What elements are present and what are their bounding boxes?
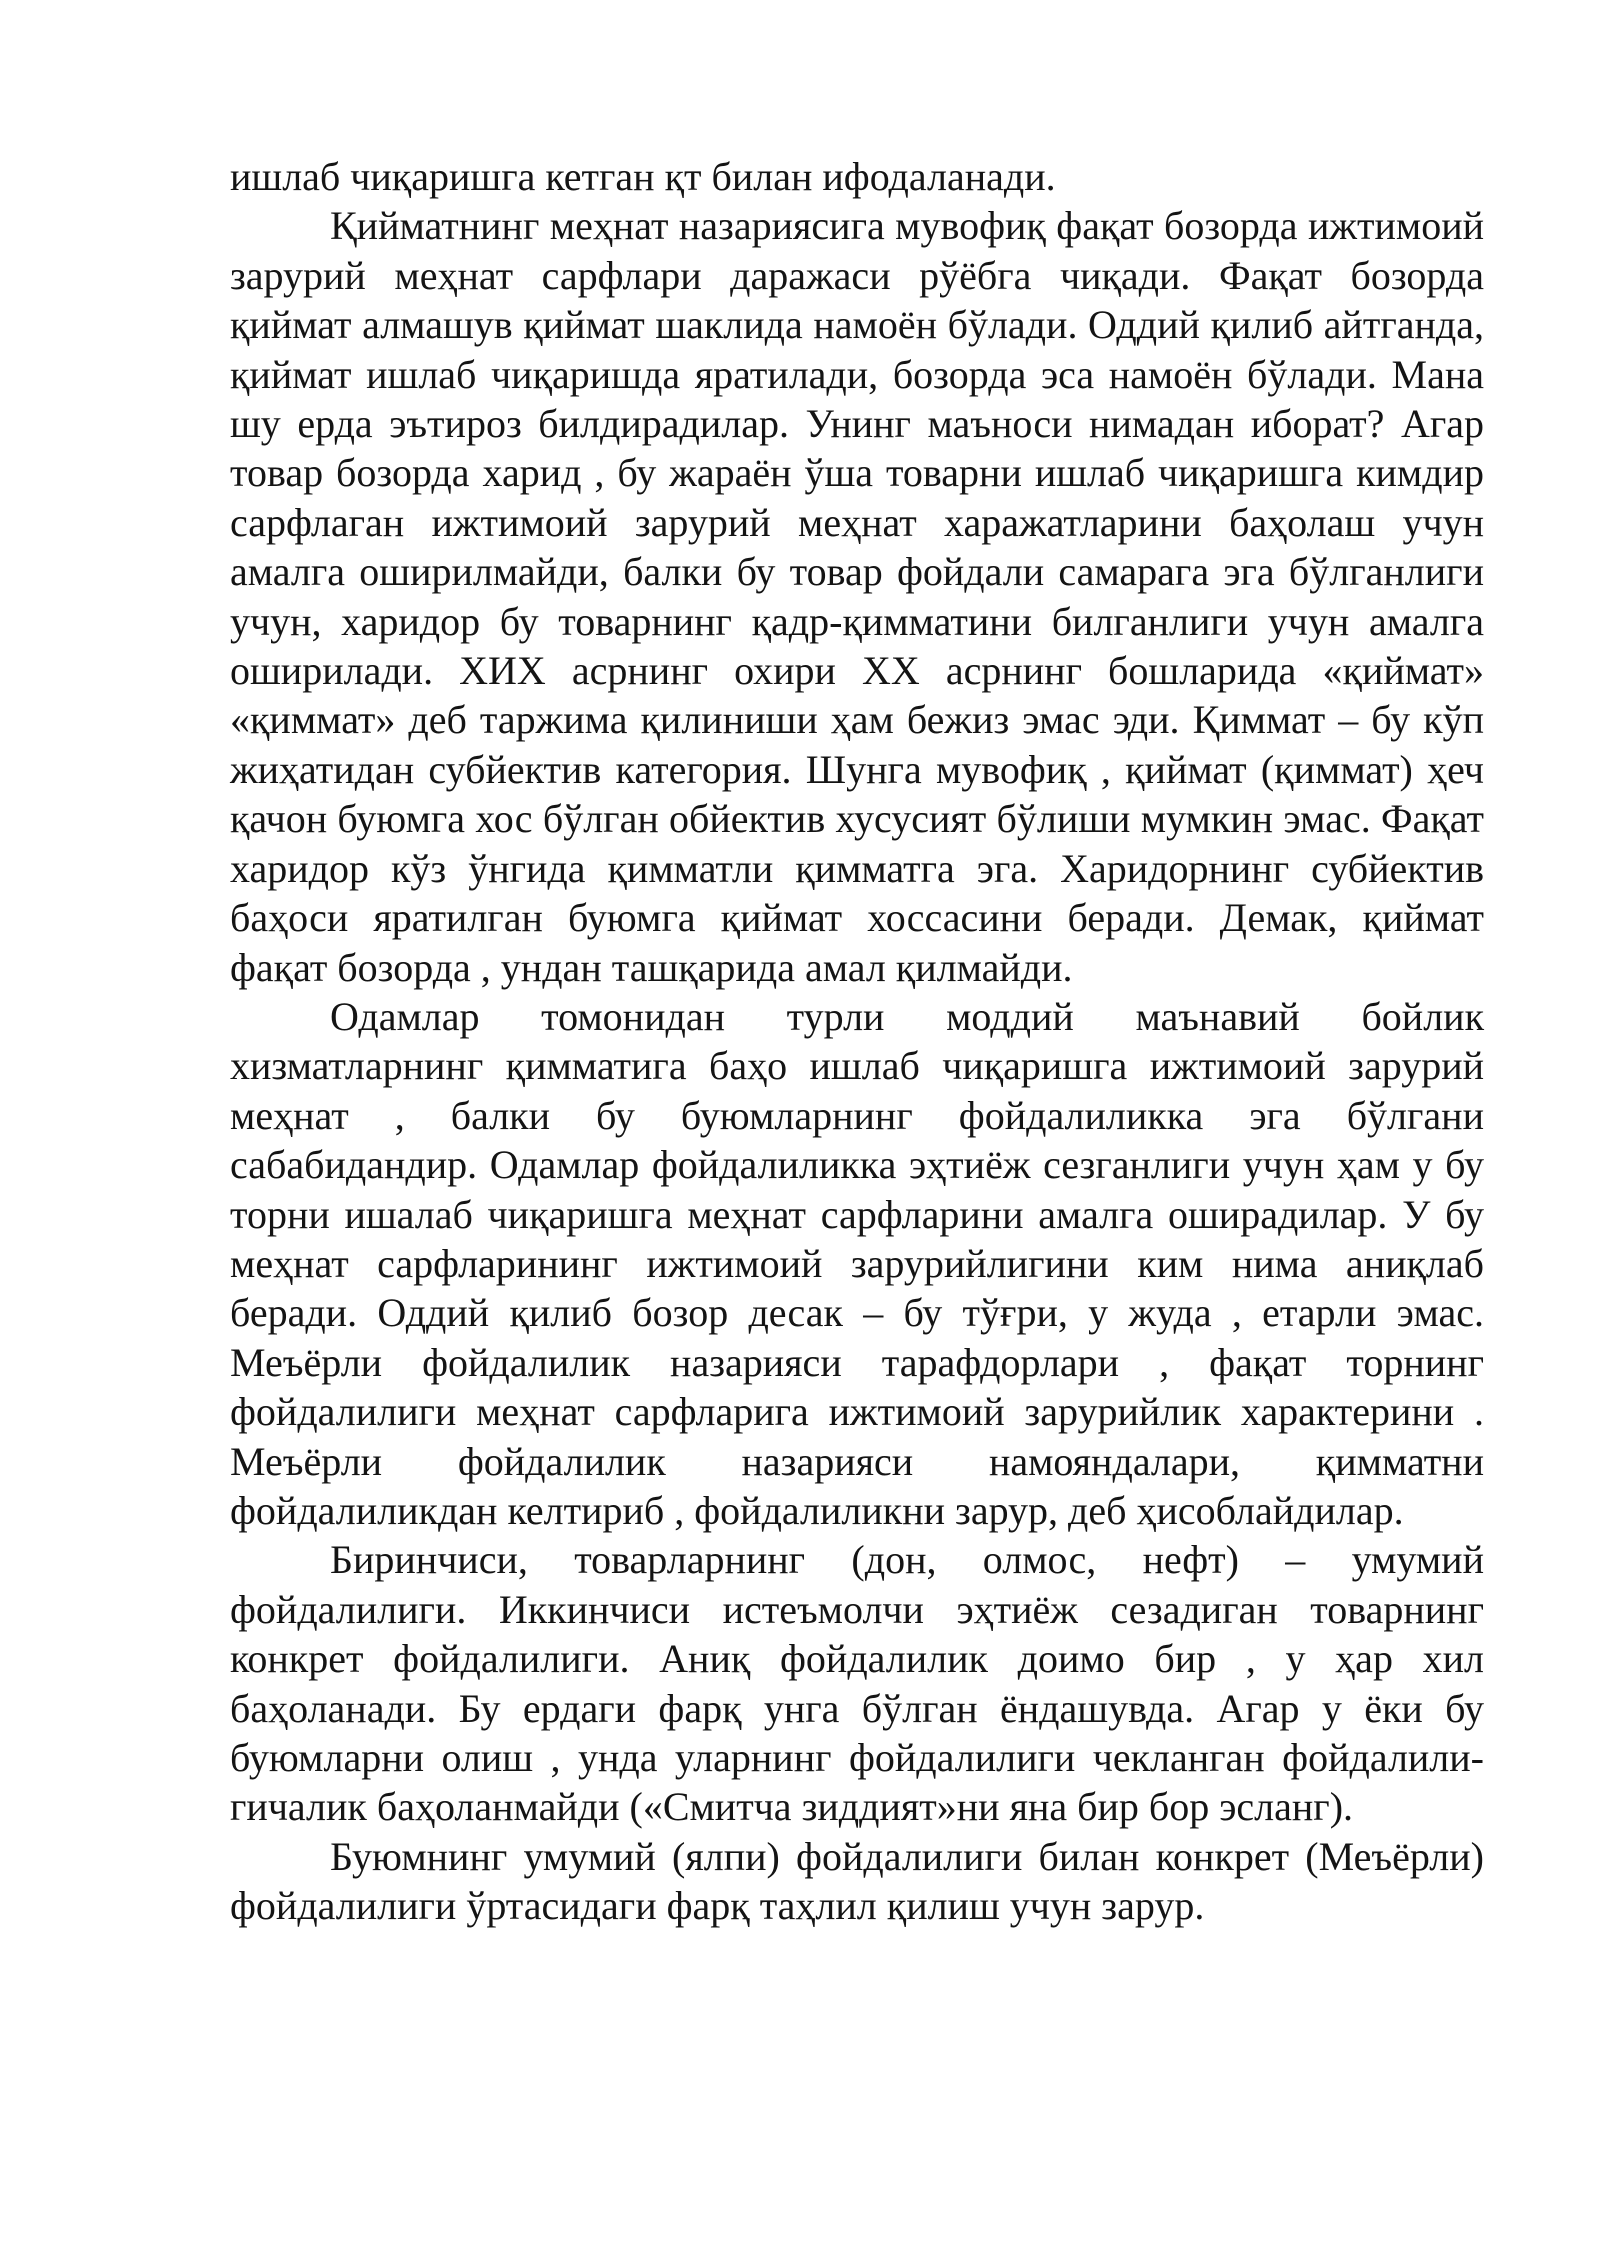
- paragraph-3: Одамлар томонидан турли моддий маънавий бойлик хизматларнинг қимматига баҳо ишлаб чиқаришга ижтимоий зарурий меҳнат , балки бу буюмларнинг фойдалиликка эга бўлгани сабабидандир. Одамлар фойдалиликка эҳтиёж сезганлиги учун ҳам у бу торни ишалаб чиқаришга меҳнат сарфларини амалга оширадилар. У бу меҳнат сарфларининг ижтимоий зарурийлигини ким нима аниқлаб беради. Оддий қилиб бозор десак – бу тўғри, у жуда , етарли эмас. Меъёрли фойдалилик назарияси тарафдорлари , фақат торнинг фойдалилиги меҳнат сарфларига ижтимоий зарурийлик характерини . Меъёрли фойдалилик назарияси намояндалари, қимматни фойдалиликдан келтириб , фойдалиликни зарур, деб ҳисоблайдилар.: [230, 993, 1484, 1533]
- paragraph-1: ишлаб чиқаришга кетган қт билан ифодаланади.: [230, 154, 1056, 199]
- paragraph-5: Буюмнинг умумий (ялпи) фойдалилиги билан конкрет (Меъёрли) фойдалилиги ўртасидаги фарқ таҳлил қилиш учун зарур.: [230, 1833, 1484, 1929]
- document-page: [230, 152, 1484, 1931]
- paragraph-4: Биринчиси, товарларнинг (дон, олмос, нефт) – умумий фойдалилиги. Иккинчиси истеъмолчи эҳтиёж сезадиган товарнинг конкрет фойдалилиги. Аниқ фойдалилик доимо бир , у ҳар хил баҳоланади. Бу ердаги фарқ унга бўлган ёндашувда. Агар у ёки бу буюмларни олиш , унда уларнинг фойдалилиги чекланган фойдалили- гичалик баҳоланмайди («Смитча зиддият»ни яна бир бор эсланг).: [230, 1537, 1484, 1830]
- paragraph-2: Қийматнинг меҳнат назариясига мувофиқ фақат бозорда ижтимоий зарурий меҳнат сарфлари даражаси рўёбга чиқади. Фақат бозорда қиймат алмашув қиймат шаклида намоён бўлади. Оддий қилиб айтганда, қиймат ишлаб чиқаришда яратилади, бозорда эса намоён бўлади. Мана шу ерда эътироз билдирадилар. Унинг маъноси нимадан иборат? Агар товар бозорда харид , бу жараён ўша товарни ишлаб чиқаришга кимдир сарфлаган ижтимоий зарурий меҳнат харажатларини баҳолаш учун амалга оширилмайди, балки бу товар фойдали самарага эга бўлганлиги учун, харидор бу товарнинг қадр-қимматини билганлиги учун амалга оширилади. XИX асрнинг охири XX асрнинг бошларида «қиймат» «қиммат» деб таржима қилиниши ҳам бежиз эмас эди. Қиммат – бу кўп жиҳатидан субйектив категория. Шунга мувофиқ , қиймат (қиммат) ҳеч қачон буюмга хос бўлган обйектив хусусият бўлиши мумкин эмас. Фақат харидор кўз ўнгида қимматли қимматга эга. Харидорнинг субйектив баҳоси яратилган буюмга қиймат хоссасини беради. Демак, қиймат фақат бозорда , ундан ташқарида амал қилмайди.: [230, 203, 1484, 990]
